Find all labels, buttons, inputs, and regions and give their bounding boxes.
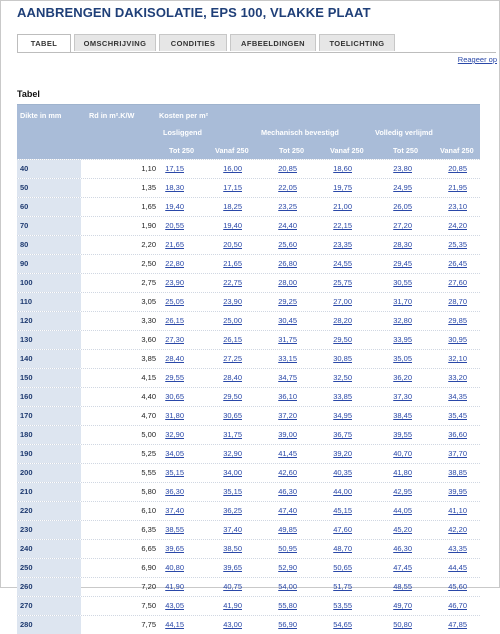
- price-link[interactable]: 28,40: [165, 354, 184, 363]
- price-link[interactable]: 28,00: [278, 278, 297, 287]
- price-link[interactable]: 43,35: [448, 544, 467, 553]
- price-link[interactable]: 38,50: [223, 544, 242, 553]
- table-row: [17, 425, 480, 444]
- price-link[interactable]: 56,90: [278, 620, 297, 629]
- price-link[interactable]: 51,75: [333, 582, 352, 591]
- price-link[interactable]: 22,15: [333, 221, 352, 230]
- cell-dikte: 130: [17, 331, 81, 349]
- cell-dikte: 120: [17, 312, 81, 330]
- price-link[interactable]: 23,90: [223, 297, 242, 306]
- price-link[interactable]: 44,00: [333, 487, 352, 496]
- price-link[interactable]: 26,05: [393, 202, 412, 211]
- price-link[interactable]: 34,05: [165, 449, 184, 458]
- cell-rd: 5,55: [141, 468, 156, 477]
- cell-rd: 6,35: [141, 525, 156, 534]
- price-link[interactable]: 17,15: [223, 183, 242, 192]
- price-link[interactable]: 36,75: [333, 430, 352, 439]
- price-link[interactable]: 20,55: [165, 221, 184, 230]
- cell-rd: 4,70: [141, 411, 156, 420]
- price-link[interactable]: 31,70: [393, 297, 412, 306]
- table-row: [17, 444, 480, 463]
- price-link[interactable]: 32,90: [165, 430, 184, 439]
- cell-rd: 5,00: [141, 430, 156, 439]
- price-link[interactable]: 36,20: [393, 373, 412, 382]
- cell-rd: 7,75: [141, 620, 156, 629]
- price-link[interactable]: 39,65: [165, 544, 184, 553]
- price-link[interactable]: 30,95: [448, 335, 467, 344]
- price-link[interactable]: 31,80: [165, 411, 184, 420]
- table-row: [17, 482, 480, 501]
- price-link[interactable]: 18,30: [165, 183, 184, 192]
- price-link[interactable]: 43,00: [223, 620, 242, 629]
- price-link[interactable]: 42,60: [278, 468, 297, 477]
- price-link[interactable]: 18,60: [333, 164, 352, 173]
- price-link[interactable]: 23,80: [393, 164, 412, 173]
- cell-dikte: 170: [17, 407, 81, 425]
- cell-dikte: 110: [17, 293, 81, 311]
- price-link[interactable]: 35,45: [448, 411, 467, 420]
- price-link[interactable]: 45,60: [448, 582, 467, 591]
- price-link[interactable]: 32,90: [223, 449, 242, 458]
- price-link[interactable]: 43,05: [165, 601, 184, 610]
- cell-rd: 1,35: [141, 183, 156, 192]
- price-link[interactable]: 24,95: [393, 183, 412, 192]
- price-link[interactable]: 20,85: [278, 164, 297, 173]
- price-link[interactable]: 23,90: [165, 278, 184, 287]
- price-link[interactable]: 29,50: [223, 392, 242, 401]
- price-link[interactable]: 25,35: [448, 240, 467, 249]
- price-link[interactable]: 40,35: [333, 468, 352, 477]
- price-link[interactable]: 29,50: [333, 335, 352, 344]
- price-link[interactable]: 41,80: [393, 468, 412, 477]
- table-row: [17, 197, 480, 216]
- cell-rd: 3,60: [141, 335, 156, 344]
- table-row: [17, 292, 480, 311]
- price-link[interactable]: 36,25: [223, 506, 242, 515]
- header-tot250-3: Tot 250: [393, 146, 419, 155]
- table-row: [17, 615, 480, 634]
- price-link[interactable]: 33,95: [393, 335, 412, 344]
- price-link[interactable]: 40,75: [223, 582, 242, 591]
- price-link[interactable]: 48,70: [333, 544, 352, 553]
- price-link[interactable]: 32,50: [333, 373, 352, 382]
- table-row: [17, 577, 480, 596]
- table-row: [17, 520, 480, 539]
- price-link[interactable]: 55,80: [278, 601, 297, 610]
- price-link[interactable]: 47,40: [278, 506, 297, 515]
- table-row: [17, 216, 480, 235]
- price-link[interactable]: 29,55: [165, 373, 184, 382]
- header-volledig: Volledig verlijmd: [375, 128, 433, 137]
- price-link[interactable]: 47,45: [393, 563, 412, 572]
- price-link[interactable]: 23,25: [278, 202, 297, 211]
- price-link[interactable]: 41,10: [448, 506, 467, 515]
- price-link[interactable]: 42,20: [448, 525, 467, 534]
- table-row: [17, 178, 480, 197]
- price-link[interactable]: 29,85: [448, 316, 467, 325]
- price-link[interactable]: 34,00: [223, 468, 242, 477]
- cell-rd: 6,90: [141, 563, 156, 572]
- price-link[interactable]: 46,70: [448, 601, 467, 610]
- cell-rd: 6,65: [141, 544, 156, 553]
- cell-rd: 3,85: [141, 354, 156, 363]
- price-link[interactable]: 28,40: [223, 373, 242, 382]
- price-link[interactable]: 25,05: [165, 297, 184, 306]
- price-link[interactable]: 35,05: [393, 354, 412, 363]
- price-link[interactable]: 36,60: [448, 430, 467, 439]
- price-link[interactable]: 39,55: [393, 430, 412, 439]
- cell-dikte: 200: [17, 464, 81, 482]
- price-link[interactable]: 26,15: [223, 335, 242, 344]
- price-link[interactable]: 23,35: [333, 240, 352, 249]
- price-link[interactable]: 25,75: [333, 278, 352, 287]
- price-link[interactable]: 25,60: [278, 240, 297, 249]
- price-link[interactable]: 45,20: [393, 525, 412, 534]
- price-link[interactable]: 34,35: [448, 392, 467, 401]
- price-link[interactable]: 27,00: [333, 297, 352, 306]
- price-link[interactable]: 33,85: [333, 392, 352, 401]
- tab-bar: [17, 34, 496, 53]
- table-row: [17, 558, 480, 577]
- price-link[interactable]: 49,70: [393, 601, 412, 610]
- cell-dikte: 150: [17, 369, 81, 387]
- price-link[interactable]: 26,15: [165, 316, 184, 325]
- header-kosten: Kosten per m²: [159, 111, 209, 120]
- cell-dikte: 250: [17, 559, 81, 577]
- price-link[interactable]: 41,90: [223, 601, 242, 610]
- price-link[interactable]: 42,95: [393, 487, 412, 496]
- price-link[interactable]: 29,45: [393, 259, 412, 268]
- price-link[interactable]: 30,85: [333, 354, 352, 363]
- cell-dikte: 220: [17, 502, 81, 520]
- cell-dikte: 260: [17, 578, 81, 596]
- cell-rd: 7,50: [141, 601, 156, 610]
- price-link[interactable]: 26,45: [448, 259, 467, 268]
- price-link[interactable]: 30,55: [393, 278, 412, 287]
- header-losliggend: Losliggend: [163, 128, 202, 137]
- price-link[interactable]: 21,00: [333, 202, 352, 211]
- table-body: [17, 159, 480, 634]
- price-link[interactable]: 29,25: [278, 297, 297, 306]
- cell-rd: 1,65: [141, 202, 156, 211]
- tab-tabel[interactable]: TABEL: [17, 34, 71, 52]
- price-link[interactable]: 28,30: [393, 240, 412, 249]
- price-link[interactable]: 19,75: [333, 183, 352, 192]
- price-link[interactable]: 20,85: [448, 164, 467, 173]
- cell-dikte: 140: [17, 350, 81, 368]
- price-link[interactable]: 49,85: [278, 525, 297, 534]
- price-link[interactable]: 50,80: [393, 620, 412, 629]
- section-title: Tabel: [17, 89, 40, 99]
- price-link[interactable]: 32,10: [448, 354, 467, 363]
- table-row: [17, 368, 480, 387]
- price-link[interactable]: 37,20: [278, 411, 297, 420]
- table-row: [17, 254, 480, 273]
- price-link[interactable]: 37,30: [393, 392, 412, 401]
- price-link[interactable]: 18,25: [223, 202, 242, 211]
- price-link[interactable]: 44,15: [165, 620, 184, 629]
- tab-toelichting[interactable]: TOELICHTING: [319, 34, 395, 51]
- price-link[interactable]: 20,50: [223, 240, 242, 249]
- header-vanaf250-2: Vanaf 250: [330, 146, 364, 155]
- cell-dikte: 40: [17, 160, 81, 178]
- price-link[interactable]: 38,55: [165, 525, 184, 534]
- cell-dikte: 210: [17, 483, 81, 501]
- cell-dikte: 230: [17, 521, 81, 539]
- price-link[interactable]: 21,95: [448, 183, 467, 192]
- price-link[interactable]: 34,95: [333, 411, 352, 420]
- cell-rd: 4,40: [141, 392, 156, 401]
- table-row: [17, 539, 480, 558]
- cell-rd: 2,75: [141, 278, 156, 287]
- price-link[interactable]: 41,90: [165, 582, 184, 591]
- price-link[interactable]: 52,90: [278, 563, 297, 572]
- price-link[interactable]: 41,45: [278, 449, 297, 458]
- table-row: [17, 501, 480, 520]
- tab-condities[interactable]: CONDITIES: [159, 34, 227, 51]
- price-link[interactable]: 47,60: [333, 525, 352, 534]
- header-dikte: Dikte in mm: [20, 111, 62, 120]
- price-link[interactable]: 31,75: [223, 430, 242, 439]
- header-tot250-2: Tot 250: [279, 146, 305, 155]
- price-link[interactable]: 39,20: [333, 449, 352, 458]
- price-link[interactable]: 46,30: [278, 487, 297, 496]
- cell-rd: 7,20: [141, 582, 156, 591]
- price-link[interactable]: 33,20: [448, 373, 467, 382]
- tab-omschrijving[interactable]: OMSCHRIJVING: [74, 34, 156, 51]
- cell-dikte: 70: [17, 217, 81, 235]
- table-row: [17, 463, 480, 482]
- price-link[interactable]: 33,15: [278, 354, 297, 363]
- price-link[interactable]: 24,20: [448, 221, 467, 230]
- price-link[interactable]: 38,45: [393, 411, 412, 420]
- price-link[interactable]: 46,30: [393, 544, 412, 553]
- price-link[interactable]: 37,40: [223, 525, 242, 534]
- cell-dikte: 190: [17, 445, 81, 463]
- price-link[interactable]: 38,85: [448, 468, 467, 477]
- price-link[interactable]: 30,65: [223, 411, 242, 420]
- cell-rd: 4,15: [141, 373, 156, 382]
- cell-dikte: 180: [17, 426, 81, 444]
- cell-dikte: 100: [17, 274, 81, 292]
- price-link[interactable]: 19,40: [165, 202, 184, 211]
- price-link[interactable]: 30,65: [165, 392, 184, 401]
- cell-dikte: 80: [17, 236, 81, 254]
- price-link[interactable]: 47,85: [448, 620, 467, 629]
- price-link[interactable]: 22,75: [223, 278, 242, 287]
- table-row: [17, 330, 480, 349]
- price-link[interactable]: 35,15: [165, 468, 184, 477]
- price-link[interactable]: 39,95: [448, 487, 467, 496]
- price-link[interactable]: 17,15: [165, 164, 184, 173]
- price-link[interactable]: 30,45: [278, 316, 297, 325]
- cell-rd: 2,50: [141, 259, 156, 268]
- price-link[interactable]: 32,80: [393, 316, 412, 325]
- price-link[interactable]: 35,15: [223, 487, 242, 496]
- price-link[interactable]: 54,65: [333, 620, 352, 629]
- price-link[interactable]: 31,75: [278, 335, 297, 344]
- table-header: [17, 105, 480, 159]
- header-rd: Rd in m².K/W: [89, 111, 135, 120]
- price-link[interactable]: 21,65: [165, 240, 184, 249]
- react-link[interactable]: Reageer op: [457, 55, 497, 64]
- cell-dikte: 60: [17, 198, 81, 216]
- table-row: [17, 273, 480, 292]
- price-link[interactable]: 36,30: [165, 487, 184, 496]
- price-link[interactable]: 39,65: [223, 563, 242, 572]
- price-link[interactable]: 54,00: [278, 582, 297, 591]
- price-link[interactable]: 37,40: [165, 506, 184, 515]
- price-link[interactable]: 39,00: [278, 430, 297, 439]
- price-link[interactable]: 36,10: [278, 392, 297, 401]
- table-row: [17, 596, 480, 615]
- cell-dikte: 50: [17, 179, 81, 197]
- page-title: AANBRENGEN DAKISOLATIE, EPS 100, VLAKKE PLAAT: [17, 5, 371, 20]
- price-link[interactable]: 27,20: [393, 221, 412, 230]
- header-mechanisch: Mechanisch bevestigd: [261, 128, 339, 137]
- price-link[interactable]: 23,10: [448, 202, 467, 211]
- cell-rd: 1,90: [141, 221, 156, 230]
- price-link[interactable]: 26,80: [278, 259, 297, 268]
- price-link[interactable]: 50,65: [333, 563, 352, 572]
- cell-dikte: 90: [17, 255, 81, 273]
- table-row: [17, 311, 480, 330]
- price-link[interactable]: 28,20: [333, 316, 352, 325]
- price-link[interactable]: 34,75: [278, 373, 297, 382]
- price-link[interactable]: 25,00: [223, 316, 242, 325]
- price-link[interactable]: 21,65: [223, 259, 242, 268]
- price-link[interactable]: 40,80: [165, 563, 184, 572]
- cell-rd: 1,10: [141, 164, 156, 173]
- price-link[interactable]: 27,60: [448, 278, 467, 287]
- price-link[interactable]: 48,55: [393, 582, 412, 591]
- cell-rd: 6,10: [141, 506, 156, 515]
- table-row: [17, 349, 480, 368]
- price-link[interactable]: 44,05: [393, 506, 412, 515]
- header-vanaf250-1: Vanaf 250: [215, 146, 249, 155]
- table-row: [17, 406, 480, 425]
- tab-afbeeldingen[interactable]: AFBEELDINGEN: [230, 34, 316, 51]
- price-link[interactable]: 16,00: [223, 164, 242, 173]
- price-link[interactable]: 28,70: [448, 297, 467, 306]
- cell-rd: 5,80: [141, 487, 156, 496]
- header-vanaf250-3: Vanaf 250: [440, 146, 474, 155]
- price-table: [17, 104, 480, 634]
- price-link[interactable]: 22,05: [278, 183, 297, 192]
- cell-rd: 3,30: [141, 316, 156, 325]
- cell-rd: 3,05: [141, 297, 156, 306]
- price-link[interactable]: 22,80: [165, 259, 184, 268]
- cell-dikte: 270: [17, 597, 81, 615]
- table-row: [17, 159, 480, 178]
- price-link[interactable]: 37,70: [448, 449, 467, 458]
- header-tot250-1: Tot 250: [169, 146, 195, 155]
- price-link[interactable]: 50,95: [278, 544, 297, 553]
- table-row: [17, 387, 480, 406]
- price-link[interactable]: 27,30: [165, 335, 184, 344]
- cell-rd: 2,20: [141, 240, 156, 249]
- cell-dikte: 280: [17, 616, 81, 634]
- price-link[interactable]: 44,45: [448, 563, 467, 572]
- cell-rd: 5,25: [141, 449, 156, 458]
- price-link[interactable]: 40,70: [393, 449, 412, 458]
- price-link[interactable]: 45,15: [333, 506, 352, 515]
- cell-dikte: 240: [17, 540, 81, 558]
- table-row: [17, 235, 480, 254]
- price-link[interactable]: 19,40: [223, 221, 242, 230]
- price-link[interactable]: 27,25: [223, 354, 242, 363]
- price-link[interactable]: 24,55: [333, 259, 352, 268]
- cell-dikte: 160: [17, 388, 81, 406]
- price-link[interactable]: 24,40: [278, 221, 297, 230]
- price-link[interactable]: 53,55: [333, 601, 352, 610]
